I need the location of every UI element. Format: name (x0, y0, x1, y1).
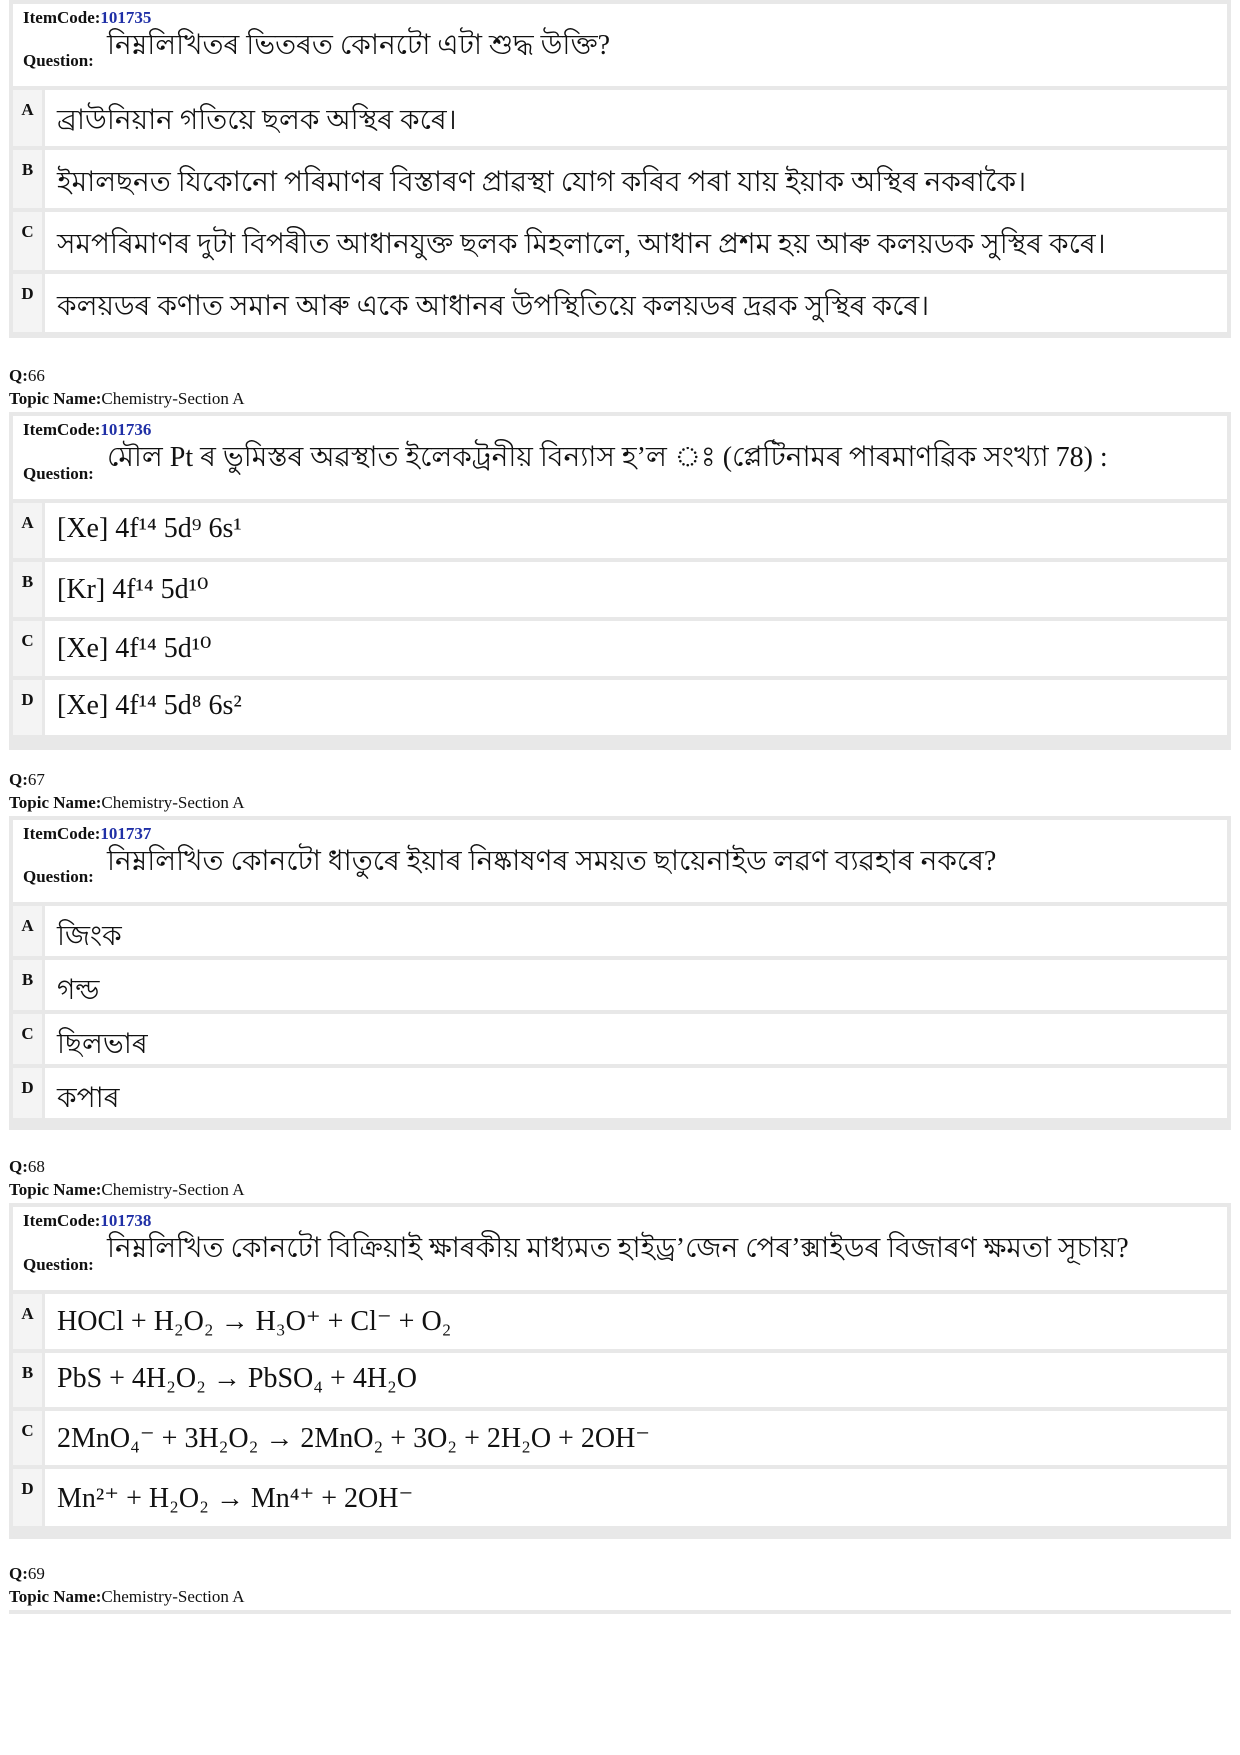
option-row[interactable] (13, 621, 1227, 676)
option-text: [Xe] 4f¹⁴ 5d¹⁰ (57, 633, 212, 664)
option-text: সমপৰিমাণৰ দুটা বিপৰীত আধানযুক্ত ছলক মিহলালে, আধান প্ৰশম হয় আৰু কলয়ডক সুস্থিৰ কৰে। (57, 229, 1106, 260)
question-meta: Q:69 Topic Name:Chemistry-Section A (9, 1564, 245, 1606)
question-label: Question: (23, 51, 94, 70)
option-letter: A (13, 90, 45, 146)
item-code: ItemCode:101736 (23, 420, 152, 439)
option-letter: D (13, 680, 45, 735)
topic-name: Chemistry-Section A (101, 793, 245, 812)
option-row[interactable] (13, 906, 1227, 956)
option-letter: B (13, 960, 45, 1010)
option-row[interactable] (13, 680, 1227, 735)
option-letter: B (13, 562, 45, 617)
question-block-101735 (9, 0, 1231, 338)
item-code: ItemCode:101735 (23, 8, 152, 27)
question-text: নিম্নলিখিতৰ ভিতৰত কোনটো এটা শুদ্ধ উক্তি? (107, 30, 611, 61)
option-letter: B (13, 150, 45, 208)
option-letter: C (13, 212, 45, 270)
option-letter: A (13, 503, 45, 558)
topic-name: Chemistry-Section A (101, 1180, 245, 1199)
question-text: নিম্নলিখিত কোনটো ধাতুৰে ইয়াৰ নিষ্কাষণৰ সময়ত ছায়েনাইড লৱণ ব্যৱহাৰ নকৰে? (107, 846, 997, 877)
option-text: [Xe] 4f¹⁴ 5d⁹ 6s¹ (57, 513, 242, 544)
option-row[interactable] (13, 212, 1227, 270)
question-header (13, 4, 1227, 86)
option-letter: A (13, 1294, 45, 1349)
option-text: জিংক (57, 921, 122, 952)
question-block-101736 (9, 412, 1231, 750)
question-text: মৌল Pt ৰ ভুমিস্তৰ অৱস্থাত ইলেকট্ৰনীয় বিন্যাস হ’ল ঃ (প্লেটিনামৰ পাৰমাণৱিক সংখ্যা 78) : (107, 442, 1108, 473)
option-letter: C (13, 1411, 45, 1465)
option-row[interactable] (13, 1469, 1227, 1526)
item-code: ItemCode:101737 (23, 824, 152, 843)
question-meta: Q:68 Topic Name:Chemistry-Section A (9, 1157, 245, 1199)
option-row[interactable] (13, 960, 1227, 1010)
question-header (13, 820, 1227, 902)
option-text: ছিলভাৰ (57, 1029, 148, 1060)
option-text: ইমালছনত যিকোনো পৰিমাণৰ বিস্তাৰণ প্ৰাৱস্থা যোগ কৰিব পৰা যায় ইয়াক অস্থিৰ নকৰাকৈ। (57, 167, 1027, 198)
item-code: ItemCode:101738 (23, 1211, 152, 1230)
question-header (13, 416, 1227, 499)
option-letter: D (13, 1068, 45, 1118)
option-letter: A (13, 906, 45, 956)
divider (9, 1610, 1231, 1614)
topic-name: Chemistry-Section A (101, 389, 245, 408)
option-text: কপাৰ (57, 1083, 120, 1114)
option-text: কলয়ডৰ কণাত সমান আৰু একে আধানৰ উপস্থিতিয়ে কলয়ডৰ দ্ৰৱক সুস্থিৰ কৰে। (57, 291, 930, 322)
question-meta: Q:67 Topic Name:Chemistry-Section A (9, 770, 245, 812)
question-number: 69 (27, 1564, 45, 1583)
option-letter: D (13, 1469, 45, 1526)
option-text: ব্ৰাউনিয়ান গতিয়ে ছলক অস্থিৰ কৰে। (57, 105, 457, 136)
question-label: Question: (23, 464, 94, 483)
topic-name: Chemistry-Section A (101, 1587, 245, 1606)
option-letter: D (13, 274, 45, 332)
question-text: নিম্নলিখিত কোনটো বিক্ৰিয়াই ক্ষাৰকীয় মাধ্যমত হাইড্ৰ’জেন পেৰ’ক্সাইডৰ বিজাৰণ ক্ষমতা সূচায়? (107, 1233, 1129, 1264)
question-number: 68 (27, 1157, 45, 1176)
option-row[interactable] (13, 562, 1227, 617)
option-letter: C (13, 621, 45, 676)
question-block-101737 (9, 816, 1231, 1130)
option-row[interactable] (13, 1068, 1227, 1118)
option-row[interactable] (13, 1294, 1227, 1349)
option-row[interactable] (13, 1014, 1227, 1064)
question-number: 67 (27, 770, 45, 789)
option-row[interactable] (13, 274, 1227, 332)
option-text: [Kr] 4f¹⁴ 5d¹⁰ (57, 574, 209, 605)
question-label: Question: (23, 1255, 94, 1274)
option-text: Mn²⁺ + H₂O₂ → Mn⁴⁺ + 2OH⁻ (57, 1483, 414, 1514)
option-text: গল্ড (57, 975, 100, 1006)
option-row[interactable] (13, 150, 1227, 208)
question-number: 66 (27, 366, 45, 385)
option-row[interactable] (13, 1353, 1227, 1407)
option-text: HOCl + H₂O₂ → H₃O⁺ + Cl⁻ + O₂ (57, 1306, 452, 1337)
option-letter: B (13, 1353, 45, 1407)
option-text: PbS + 4H₂O₂ → PbSO₄ + 4H₂O (57, 1363, 418, 1394)
question-label: Question: (23, 867, 94, 886)
option-text: [Xe] 4f¹⁴ 5d⁸ 6s² (57, 690, 242, 721)
question-meta: Q:66 Topic Name:Chemistry-Section A (9, 366, 245, 408)
option-row[interactable] (13, 1411, 1227, 1465)
question-header (13, 1207, 1227, 1290)
option-row[interactable] (13, 503, 1227, 558)
question-block-101738 (9, 1203, 1231, 1539)
option-letter: C (13, 1014, 45, 1064)
option-text: 2MnO₄⁻ + 3H₂O₂ → 2MnO₂ + 3O₂ + 2H₂O + 2OH⁻ (57, 1423, 651, 1454)
option-row[interactable] (13, 90, 1227, 146)
